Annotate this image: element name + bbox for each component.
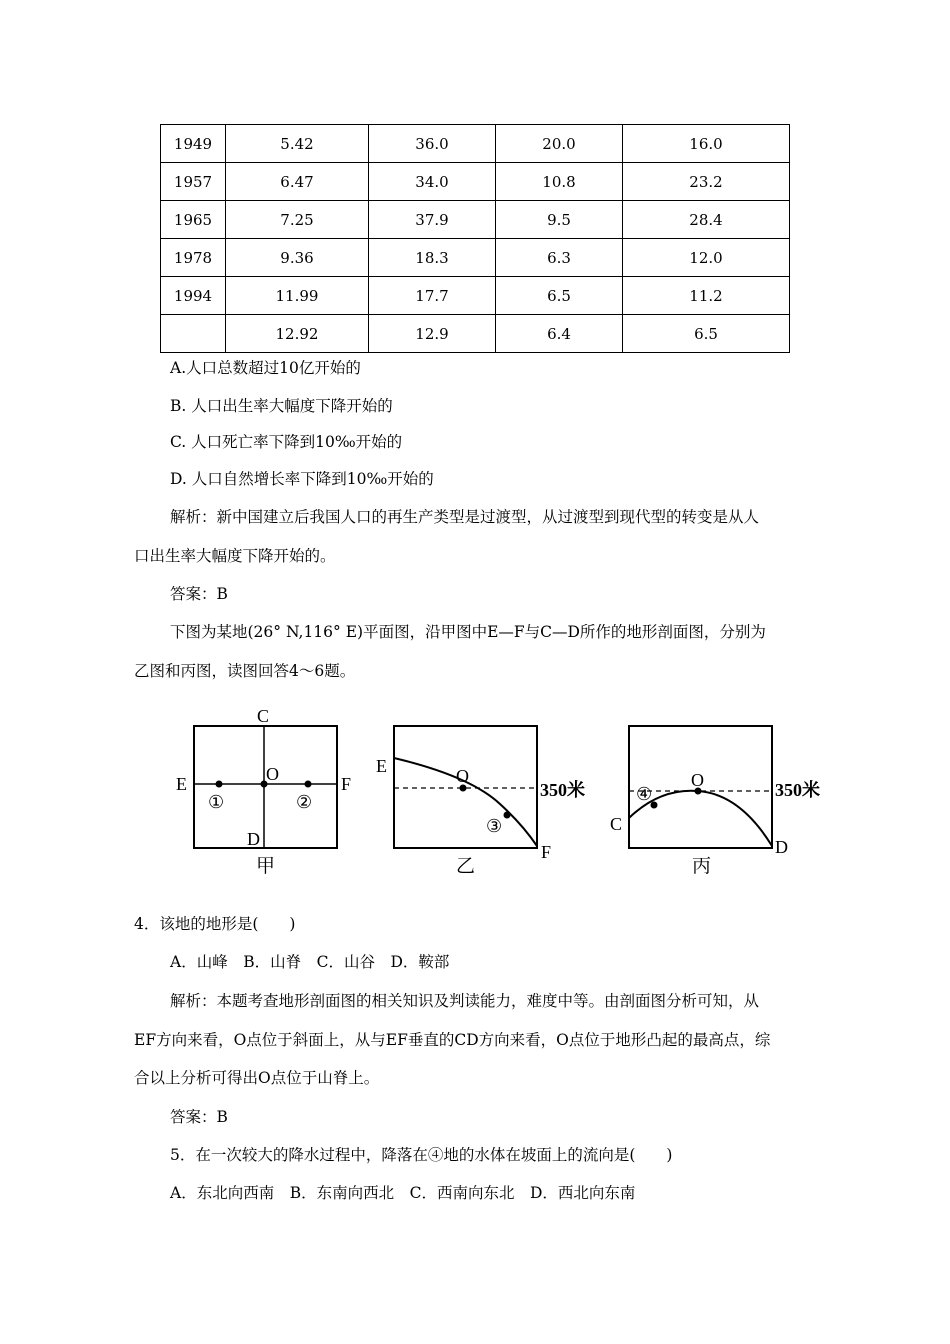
question-5-options: A．东北向西南 B．东南向西北 C．西南向东北 D．西北向东南 — [170, 1184, 636, 1202]
table-cell: 11.99 — [226, 277, 369, 315]
table-cell: 1978 — [161, 239, 226, 277]
answer-text: 答案：B — [170, 1108, 228, 1126]
label-e: E — [376, 756, 387, 776]
option-b: B. 人口出生率大幅度下降开始的 — [170, 397, 393, 415]
label-c: C — [610, 814, 623, 834]
analysis-text: 解析：本题考查地形剖面图的相关知识及判读能力，难度中等。由剖面图分析可知，从 — [170, 992, 760, 1010]
table-cell: 36.0 — [369, 125, 496, 163]
table-row — [161, 201, 790, 239]
label-d: D — [775, 837, 788, 857]
table-cell: 6.3 — [496, 239, 623, 277]
option-a: A.人口总数超过10亿开始的 — [170, 359, 361, 377]
table-cell: 17.7 — [369, 277, 496, 315]
table-row — [161, 277, 790, 315]
table-row — [161, 125, 790, 163]
table-cell: 6.5 — [623, 315, 790, 353]
label-o: O — [266, 764, 279, 784]
analysis-text: 口出生率大幅度下降开始的。 — [134, 547, 336, 565]
profile-view-yi — [376, 726, 585, 877]
intro-text: 下图为某地(26° N,116° E)平面图，沿甲图中E—F与C—D所作的地形剖面图，分别为 — [170, 623, 766, 641]
caption-bing: 丙 — [692, 856, 712, 877]
terrain-figure — [170, 702, 840, 882]
answer-text: 答案：B — [170, 585, 228, 603]
point-1-label: ① — [208, 792, 225, 812]
table-cell: 12.9 — [369, 315, 496, 353]
table-cell: 1965 — [161, 201, 226, 239]
caption-yi: 乙 — [456, 856, 476, 877]
question-4-options: A．山峰 B．山脊 C．山谷 D．鞍部 — [170, 953, 450, 971]
analysis-text: 合以上分析可得出O点位于山脊上。 — [134, 1069, 380, 1087]
table-cell: 1949 — [161, 125, 226, 163]
table-cell: 12.0 — [623, 239, 790, 277]
table-cell: 6.5 — [496, 277, 623, 315]
label-o: O — [691, 770, 704, 790]
table-cell — [161, 315, 226, 353]
label-e: E — [176, 774, 187, 794]
label-f: F — [541, 842, 552, 862]
table-cell: 34.0 — [369, 163, 496, 201]
table-cell: 6.47 — [226, 163, 369, 201]
table-cell: 7.25 — [226, 201, 369, 239]
elevation-label: 350米 — [775, 780, 820, 800]
table-cell: 9.36 — [226, 239, 369, 277]
table-cell: 23.2 — [623, 163, 790, 201]
option-c: C. 人口死亡率下降到10‰开始的 — [170, 433, 403, 451]
point-2-label: ② — [296, 792, 313, 812]
option-d: D. 人口自然增长率下降到10‰开始的 — [170, 470, 434, 488]
label-c: C — [257, 706, 270, 726]
table-row — [161, 315, 790, 353]
table-cell: 37.9 — [369, 201, 496, 239]
question-5-stem: 5．在一次较大的降水过程中，降落在④地的水体在坡面上的流向是( ) — [170, 1146, 673, 1164]
label-d: D — [247, 829, 260, 849]
plan-view-jia — [176, 706, 351, 877]
question-4-stem: 4．该地的地形是( ) — [134, 915, 296, 933]
table-cell: 12.92 — [226, 315, 369, 353]
table-cell: 9.5 — [496, 201, 623, 239]
point-4-label: ④ — [636, 784, 653, 804]
label-o: O — [456, 766, 469, 786]
caption-jia: 甲 — [256, 856, 276, 877]
point-3-label: ③ — [486, 816, 503, 836]
table-cell: 6.4 — [496, 315, 623, 353]
table-cell: 1957 — [161, 163, 226, 201]
label-f: F — [341, 774, 352, 794]
table-cell: 16.0 — [623, 125, 790, 163]
table-row — [161, 163, 790, 201]
table-cell: 20.0 — [496, 125, 623, 163]
table-cell: 10.8 — [496, 163, 623, 201]
analysis-text: 解析：新中国建立后我国人口的再生产类型是过渡型，从过渡型到现代型的转变是从人 — [170, 508, 760, 526]
table-cell: 11.2 — [623, 277, 790, 315]
population-data-table — [160, 124, 790, 353]
table-cell: 28.4 — [623, 201, 790, 239]
table-cell: 1994 — [161, 277, 226, 315]
profile-view-bing — [610, 726, 820, 877]
table-cell: 18.3 — [369, 239, 496, 277]
intro-text: 乙图和丙图，读图回答4～6题。 — [134, 662, 356, 680]
elevation-label: 350米 — [540, 780, 585, 800]
table-cell: 5.42 — [226, 125, 369, 163]
table-row — [161, 239, 790, 277]
analysis-text: EF方向来看，O点位于斜面上，从与EF垂直的CD方向来看，O点位于地形凸起的最高点，综 — [134, 1031, 771, 1049]
